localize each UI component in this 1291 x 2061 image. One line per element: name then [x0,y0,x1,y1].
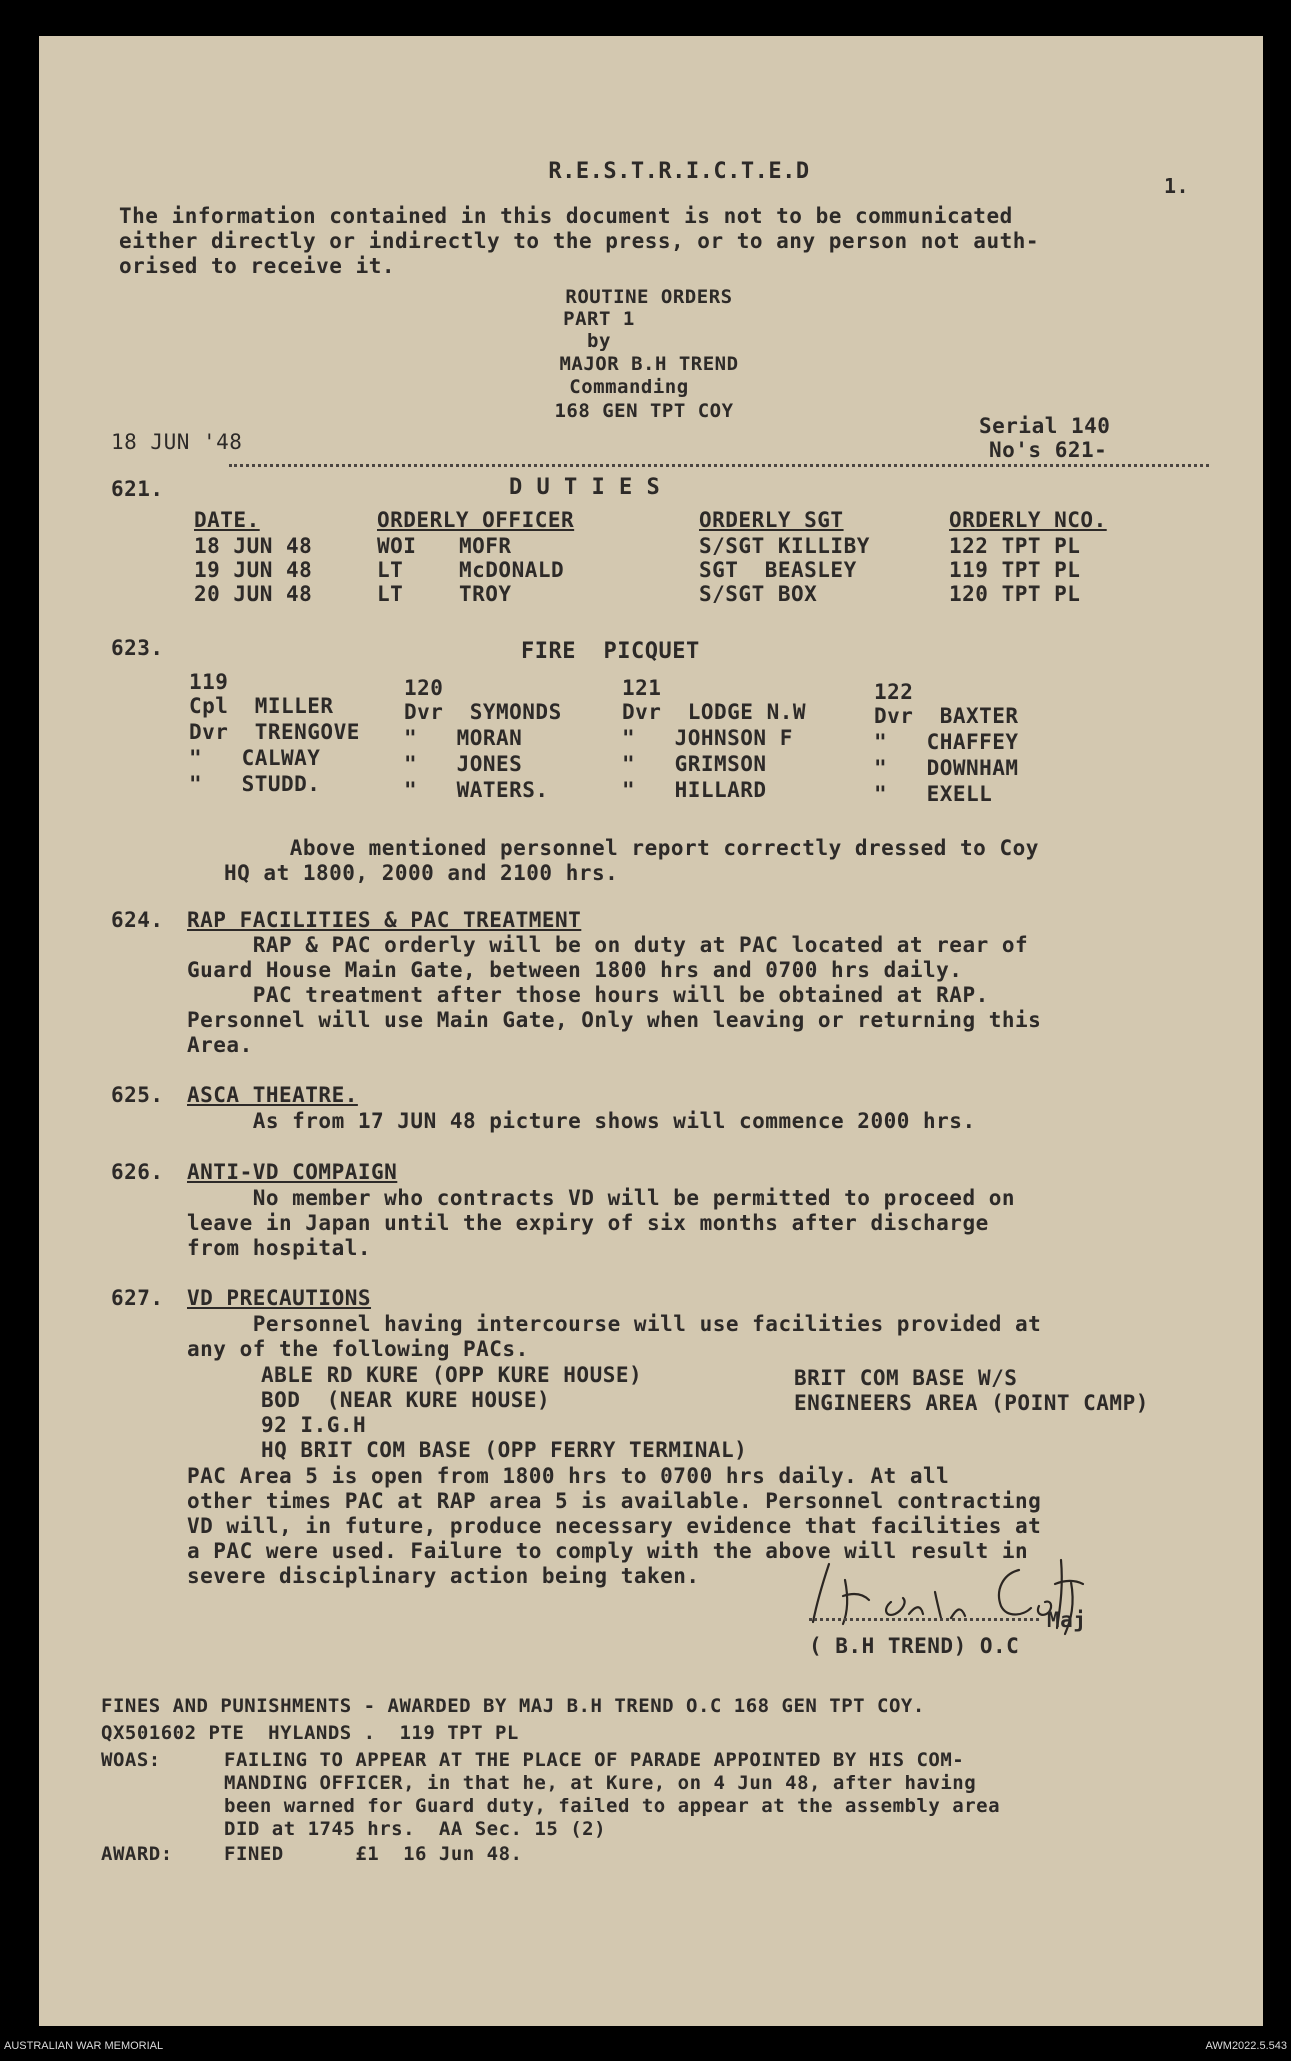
duty-nco: 120 TPT PL [949,582,1081,606]
duty-sgt: SGT BEASLEY [699,558,857,582]
vd-body-line-1: PAC Area 5 is open from 1800 hrs to 0700 hrs daily. At all [187,1464,950,1488]
pac-location: 92 I.G.H [261,1413,367,1437]
document-page [39,36,1263,2026]
duty-nco: 119 TPT PL [949,558,1081,582]
footer-accession: AWM2022.5.543 [1205,2040,1287,2052]
duty-officer-rank: WOI [377,534,417,558]
footer-credit: AUSTRALIAN WAR MEMORIAL [4,2040,164,2052]
page-number: 1. [1164,174,1190,198]
woas-line-4: DID at 1745 hrs. AA Sec. 15 (2) [224,1818,607,1840]
picquet-member: " JONES [404,752,523,776]
pac-location: BOD (NEAR KURE HOUSE) [261,1388,551,1412]
duties-number: 621. [111,477,164,501]
vd-campaign-number: 626. [111,1160,164,1184]
award-label: AWARD: [101,1843,173,1865]
picquet-member: Dvr LODGE N.W [622,700,807,724]
duty-date: 19 JUN 48 [194,558,313,582]
rap-line-5: Area. [187,1033,253,1057]
picquet-member: Dvr TRENGOVE [189,720,360,744]
header-part: PART 1 [563,308,635,330]
vd-intro-line-2: any of the following PACs. [187,1337,529,1361]
woas-line-1: FAILING TO APPEAR AT THE PLACE OF PARADE APPOINTED BY HIS COM- [224,1749,965,1771]
vd-campaign-line-1: No member who contracts VD will be permitted to proceed on [187,1186,1016,1210]
picquet-member: " GRIMSON [622,752,767,776]
duty-officer-name: McDONALD [459,558,565,582]
vd-intro-line-1: Personnel having intercourse will use facilities provided at [187,1312,1042,1336]
duty-officer-name: TROY [459,582,512,606]
pac-location: ABLE RD KURE (OPP KURE HOUSE) [261,1363,643,1387]
vd-precautions-title: VD PRECAUTIONS [187,1286,372,1310]
picquet-member: " STUDD. [189,772,321,796]
fines-title: FINES AND PUNISHMENTS - AWARDED BY MAJ B.H TREND O.C 168 GEN TPT COY. [101,1695,925,1717]
picquet-note-line-2: HQ at 1800, 2000 and 2100 hrs. [224,861,619,885]
vd-campaign-line-2: leave in Japan until the expiry of six months after discharge [187,1211,989,1235]
picquet-number: 623. [111,636,164,660]
pac-location: BRIT COM BASE W/S [794,1366,1018,1390]
woas-line-2: MANDING OFFICER, in that he, at Kure, on 4 Jun 48, after having [224,1772,977,1794]
duty-date: 18 JUN 48 [194,534,313,558]
restricted-heading: R.E.S.T.R.I.C.T.E.D [548,159,810,184]
theatre-number: 625. [111,1083,164,1107]
duty-officer-rank: LT [377,558,404,582]
duties-col-nco: ORDERLY NCO. [949,508,1107,532]
pac-location: ENGINEERS AREA (POINT CAMP) [794,1391,1149,1415]
duty-nco: 122 TPT PL [949,534,1081,558]
picquet-member: Dvr SYMONDS [404,700,562,724]
rap-line-3: PAC treatment after those hours will be obtained at RAP. [187,983,989,1007]
duties-col-officer: ORDERLY OFFICER [377,508,575,532]
picquet-title: FIRE PICQUET [521,639,700,664]
signature-name: ( B.H TREND) O.C [809,1634,1020,1658]
picquet-member: " HILLARD [622,778,767,802]
fines-member: QX501602 PTE HYLANDS . 119 TPT PL [101,1722,519,1744]
duty-sgt: S/SGT BOX [699,582,818,606]
picquet-unit: 121 [622,676,662,700]
header-major: MAJOR B.H TREND [559,353,739,375]
duties-col-date: DATE. [194,508,260,532]
header-unit: 168 GEN TPT COY [554,400,734,422]
duty-date: 20 JUN 48 [194,582,313,606]
picquet-member: Cpl MILLER [189,694,334,718]
award-text: FINED £1 16 Jun 48. [224,1843,523,1865]
rap-title: RAP FACILITIES & PAC TREATMENT [187,908,582,932]
pac-location: HQ BRIT COM BASE (OPP FERRY TERMINAL) [261,1438,748,1462]
vd-campaign-line-3: from hospital. [187,1236,372,1260]
picquet-unit: 119 [189,670,229,694]
duty-officer-name: MOFR [459,534,512,558]
woas-line-3: been warned for Guard duty, failed to appear at the assembly area [224,1795,1001,1817]
picquet-member: " JOHNSON F [622,726,793,750]
picquet-member: " MORAN [404,726,523,750]
rap-number: 624. [111,908,164,932]
rap-line-1: RAP & PAC orderly will be on duty at PAC located at rear of [187,933,1029,957]
rap-line-2: Guard House Main Gate, between 1800 hrs and 0700 hrs daily. [187,958,963,982]
signature-rank: Maj [1047,1608,1087,1632]
caveat-line-2: either directly or indirectly to the press, or to any person not auth- [119,229,1040,253]
theatre-title: ASCA THEATRE. [187,1083,358,1107]
header-title: ROUTINE ORDERS [565,286,733,308]
picquet-member: " CHAFFEY [874,730,1019,754]
header-by: by [587,330,611,352]
vd-body-line-4: a PAC were used. Failure to comply with the above will result in [187,1539,1029,1563]
vd-body-line-2: other times PAC at RAP area 5 is available. Personnel contracting [187,1489,1042,1513]
duties-col-sgt: ORDERLY SGT [699,508,844,532]
order-numbers: No's 621- [989,438,1108,462]
vd-body-line-5: severe disciplinary action being taken. [187,1564,700,1588]
vd-precautions-number: 627. [111,1286,164,1310]
order-date: 18 JUN '48 [111,430,243,454]
separator-rule [229,464,1209,467]
duties-title: D U T I E S [509,475,661,500]
serial-number: Serial 140 [979,414,1111,438]
signature-line [809,1618,1039,1621]
picquet-member: " CALWAY [189,746,321,770]
rap-line-4: Personnel will use Main Gate, Only when leaving or returning this [187,1008,1042,1032]
picquet-member: " DOWNHAM [874,756,1019,780]
theatre-line-1: As from 17 JUN 48 picture shows will commence 2000 hrs. [187,1109,976,1133]
picquet-unit: 122 [874,680,914,704]
header-commanding: Commanding [569,376,689,398]
caveat-line-3: orised to receive it. [119,254,396,278]
fines-woas-label: WOAS: [101,1749,161,1771]
duty-sgt: S/SGT KILLIBY [699,534,870,558]
picquet-member: Dvr BAXTER [874,704,1019,728]
picquet-note-line-1: Above mentioned personnel report correctly dressed to Coy [224,836,1039,860]
picquet-member: " EXELL [874,782,993,806]
vd-campaign-title: ANTI-VD COMPAIGN [187,1160,398,1184]
caveat-line-1: The information contained in this document is not to be communicated [119,204,1013,228]
picquet-member: " WATERS. [404,778,549,802]
picquet-unit: 120 [404,676,444,700]
vd-body-line-3: VD will, in future, produce necessary evidence that facilities at [187,1514,1042,1538]
duty-officer-rank: LT [377,582,404,606]
